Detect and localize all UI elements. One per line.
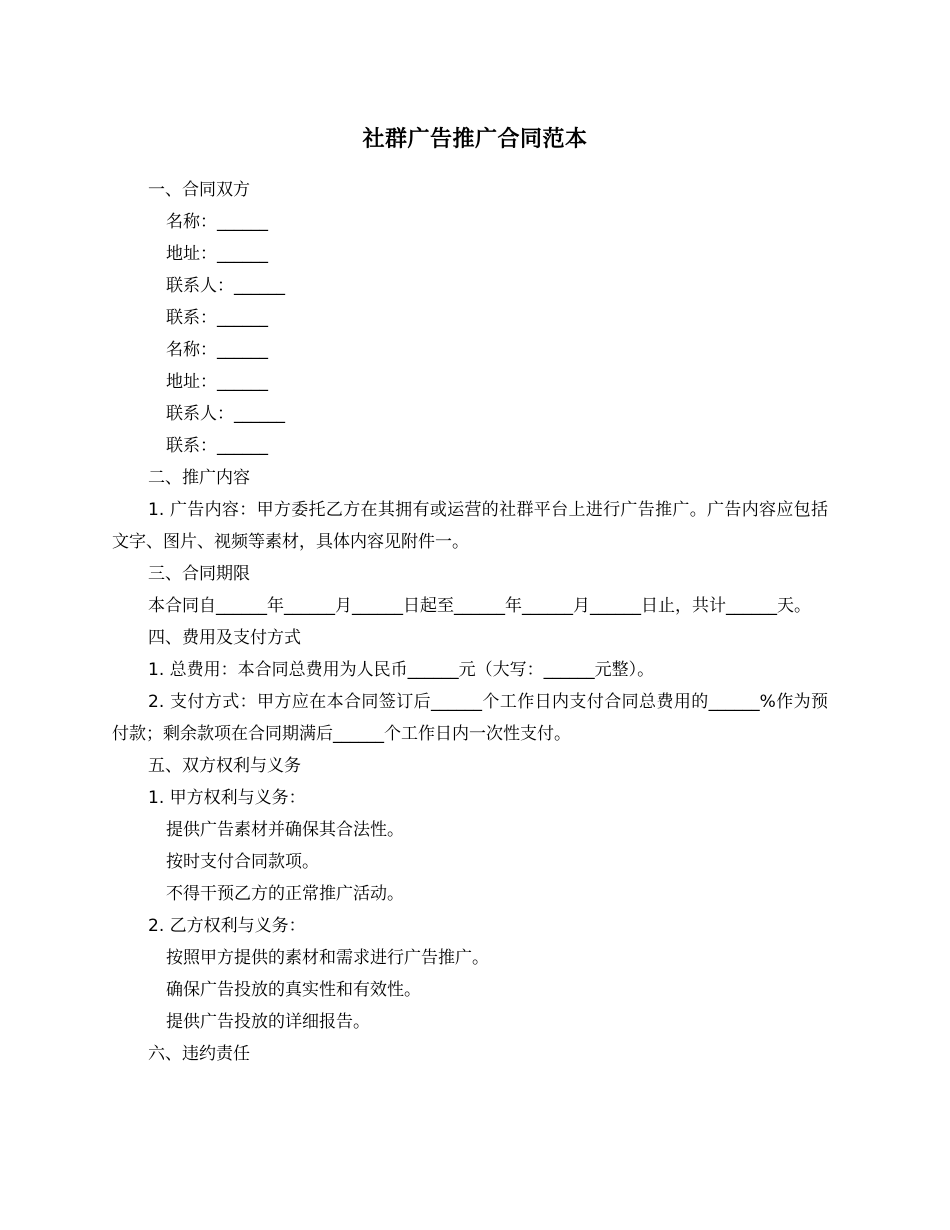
party-b-item: 确保广告投放的真实性和有效性。 [166,980,421,1000]
party-b-heading: 2. 乙方权利与义务： [148,916,306,936]
document-title: 社群广告推广合同范本 [362,127,588,152]
party-field-contact-person: 联系人：______ [166,276,285,296]
term-text: 本合同自______年______月______日起至______年______月______日止，共计______天。 [148,596,811,616]
content-item-ad: 1. 广告内容：甲方委托乙方在其拥有或运营的社群平台上进行广告推广。广告内容应包括文字、图片、视频等素材，具体内容见附件一。 [112,500,828,552]
party-field-address: 地址：______ [166,244,268,264]
section-heading-parties: 一、合同双方 [148,180,250,200]
party-field-contact: 联系：______ [166,308,268,328]
party-field-name: 名称：______ [166,212,268,232]
party-a-item: 按时支付合同款项。 [166,852,319,872]
fees-item-total: 1. 总费用：本合同总费用为人民币______元（大写：______元整）。 [148,660,655,680]
section-heading-fees: 四、费用及支付方式 [148,628,301,648]
party-a-heading: 1. 甲方权利与义务： [148,788,306,808]
document-body [112,174,828,1070]
section-heading-content: 二、推广内容 [148,468,250,488]
section-heading-liability: 六、违约责任 [148,1044,250,1064]
fees-item-payment: 2. 支付方式：甲方应在本合同签订后______个工作日内支付合同总费用的______%作为预付款；剩余款项在合同期满后______个工作日内一次性支付。 [112,692,828,744]
party-field-address: 地址：______ [166,372,268,392]
party-field-name: 名称：______ [166,340,268,360]
section-heading-rights: 五、双方权利与义务 [148,756,301,776]
party-field-contact: 联系：______ [166,436,268,456]
party-b-item: 按照甲方提供的素材和需求进行广告推广。 [166,948,489,968]
party-a-item: 不得干预乙方的正常推广活动。 [166,884,404,904]
party-b-item: 提供广告投放的详细报告。 [166,1012,370,1032]
party-a-item: 提供广告素材并确保其合法性。 [166,820,404,840]
section-heading-term: 三、合同期限 [148,564,250,584]
party-field-contact-person: 联系人：______ [166,404,285,424]
